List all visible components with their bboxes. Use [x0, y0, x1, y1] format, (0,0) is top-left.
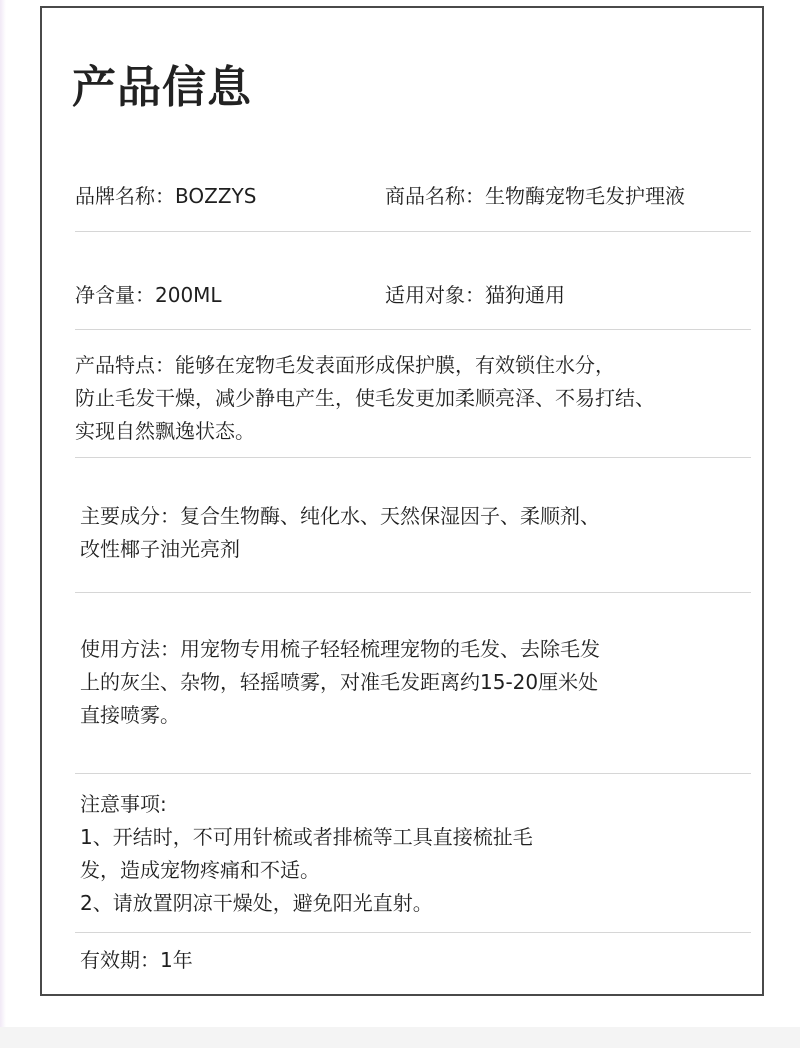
divider [75, 329, 751, 330]
features-line: 防止毛发干燥，减少静电产生，使毛发更加柔顺亮泽、不易打结、 [75, 386, 655, 410]
divider [75, 932, 751, 933]
applicable-value: 猫狗通用 [485, 283, 565, 307]
features-line: 产品特点：能够在宠物毛发表面形成保护膜，有效锁住水分， [75, 353, 615, 377]
applicable-label: 适用对象： [385, 283, 485, 307]
net-content-row [75, 279, 565, 312]
notes-section [80, 788, 533, 920]
features-section [75, 349, 655, 448]
notes-heading: 注意事项: [80, 792, 167, 816]
features-line: 实现自然飘逸状态。 [75, 419, 255, 443]
page-title: 产品信息 [72, 62, 252, 113]
shelf-life-row [80, 944, 193, 977]
ingredients-line: 主要成分：复合生物酶、纯化水、天然保湿因子、柔顺剂、 [80, 504, 600, 528]
usage-line: 直接喷雾。 [80, 703, 180, 727]
divider [75, 457, 751, 458]
product-name-label: 商品名称： [385, 184, 485, 208]
left-edge-decoration [0, 0, 6, 1048]
net-content-field [75, 283, 222, 307]
divider [75, 231, 751, 232]
product-name-field [385, 180, 685, 213]
brand-label: 品牌名称： [75, 184, 175, 208]
shelf-life-value: 1年 [160, 948, 193, 972]
ingredients-section [80, 500, 600, 566]
net-content-value: 200ML [155, 283, 222, 307]
product-info-card [40, 6, 764, 996]
notes-line: 2、请放置阴凉干燥处，避免阳光直射。 [80, 891, 433, 915]
divider [75, 773, 751, 774]
divider [75, 592, 751, 593]
brand-value: BOZZYS [175, 184, 257, 208]
applicable-field [385, 279, 565, 312]
bottom-strip [0, 1027, 800, 1048]
ingredients-line: 改性椰子油光亮剂 [80, 537, 240, 561]
brand-row [75, 180, 685, 213]
product-name-value: 生物酶宠物毛发护理液 [485, 184, 685, 208]
usage-section [80, 633, 600, 732]
usage-line: 使用方法：用宠物专用梳子轻轻梳理宠物的毛发、去除毛发 [80, 637, 600, 661]
usage-line: 上的灰尘、杂物，轻摇喷雾，对准毛发距离约15-20厘米处 [80, 670, 599, 694]
brand-field [75, 184, 256, 208]
shelf-life-field [80, 948, 193, 972]
notes-line: 发，造成宠物疼痛和不适。 [80, 858, 320, 882]
net-content-label: 净含量： [75, 283, 155, 307]
notes-line: 1、开结时，不可用针梳或者排梳等工具直接梳扯毛 [80, 825, 533, 849]
shelf-life-label: 有效期： [80, 948, 160, 972]
